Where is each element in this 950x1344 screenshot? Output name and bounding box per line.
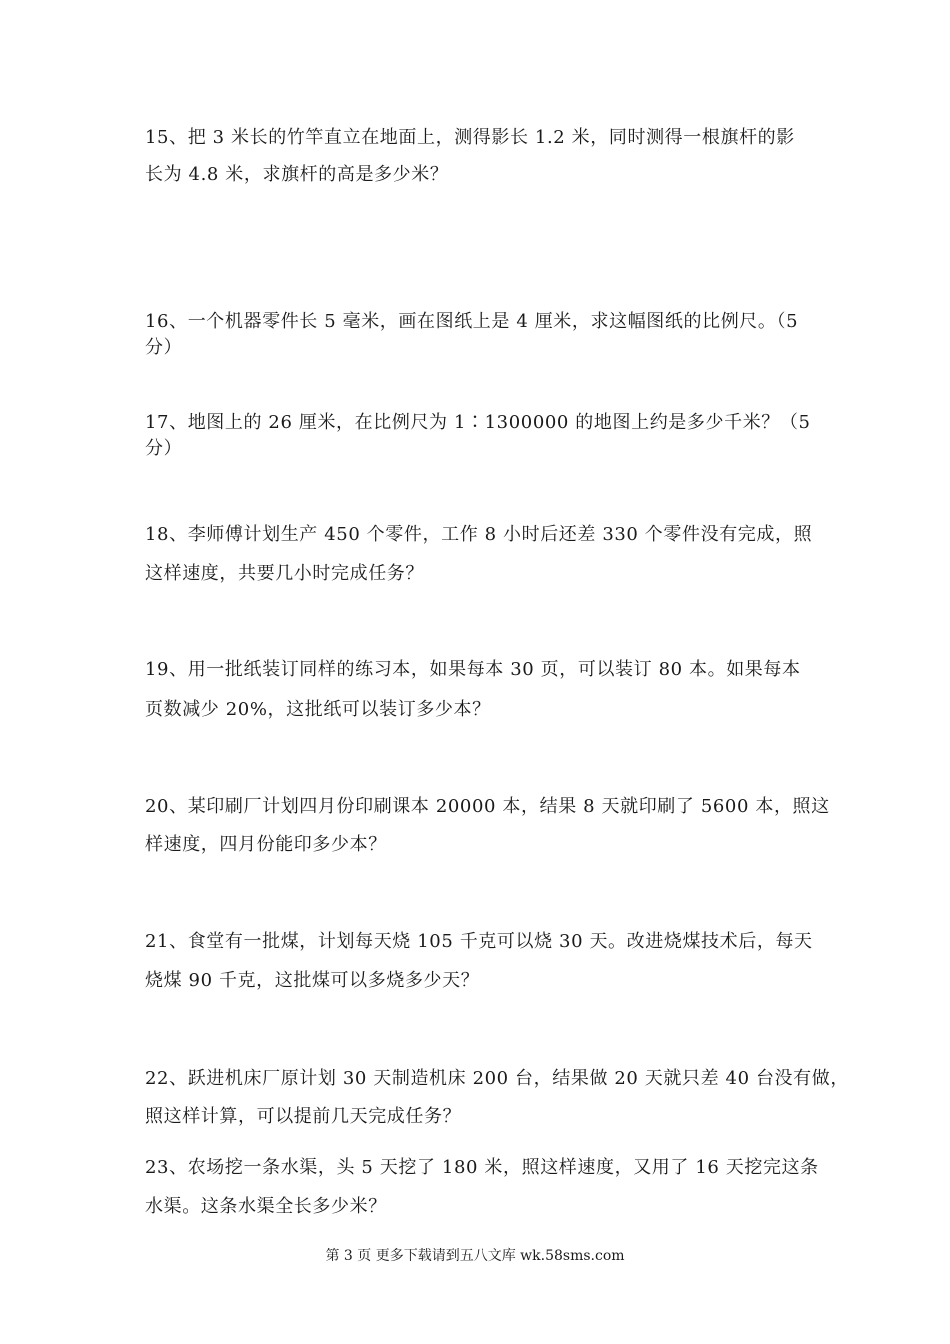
question-23-line-2: 水渠。这条水渠全长多少米？ <box>145 1196 387 1217</box>
question-20-line-2: 样速度，四月份能印多少本？ <box>145 834 387 855</box>
question-17-line-2: 分） <box>145 438 183 459</box>
question-23-line-1: 23、农场挖一条水渠，头 5 天挖了 180 米，照这样速度，又用了 16 天挖完这条 <box>145 1157 819 1178</box>
question-21-line-1: 21、食堂有一批煤，计划每天烧 105 千克可以烧 30 天。改进烧煤技术后，每天 <box>145 931 813 952</box>
question-18-line-1: 18、李师傅计划生产 450 个零件，工作 8 小时后还差 330 个零件没有完成，照 <box>145 524 813 545</box>
question-18-line-2: 这样速度，共要几小时完成任务？ <box>145 563 424 584</box>
question-15-line-1: 15、把 3 米长的竹竿直立在地面上，测得影长 1.2 米，同时测得一根旗杆的影 <box>145 127 795 148</box>
page-footer: 第 3 页 更多下载请到五八文库 wk.58sms.com <box>325 1248 625 1264</box>
question-16-line-1: 16、一个机器零件长 5 毫米，画在图纸上是 4 厘米，求这幅图纸的比例尺。（5 <box>145 311 799 332</box>
question-21-line-2: 烧煤 90 千克，这批煤可以多烧多少天？ <box>145 970 480 991</box>
question-15-line-2: 长为 4.8 米，求旗杆的高是多少米？ <box>145 164 449 185</box>
question-17-line-1: 17、地图上的 26 厘米，在比例尺为 1∶1300000 的地图上约是多少千米？（5 <box>145 412 811 433</box>
question-22-line-2: 照这样计算，可以提前几天完成任务？ <box>145 1106 462 1127</box>
question-16-line-2: 分） <box>145 337 183 358</box>
question-20-line-1: 20、某印刷厂计划四月份印刷课本 20000 本，结果 8 天就印刷了 5600 本，照这 <box>145 796 830 817</box>
question-19-line-2: 页数减少 20%，这批纸可以装订多少本？ <box>145 699 491 720</box>
question-22-line-1: 22、跃进机床厂原计划 30 天制造机床 200 台，结果做 20 天就只差 40 台没有做， <box>145 1068 849 1089</box>
question-19-line-1: 19、用一批纸装订同样的练习本，如果每本 30 页，可以装订 80 本。如果每本 <box>145 659 801 680</box>
